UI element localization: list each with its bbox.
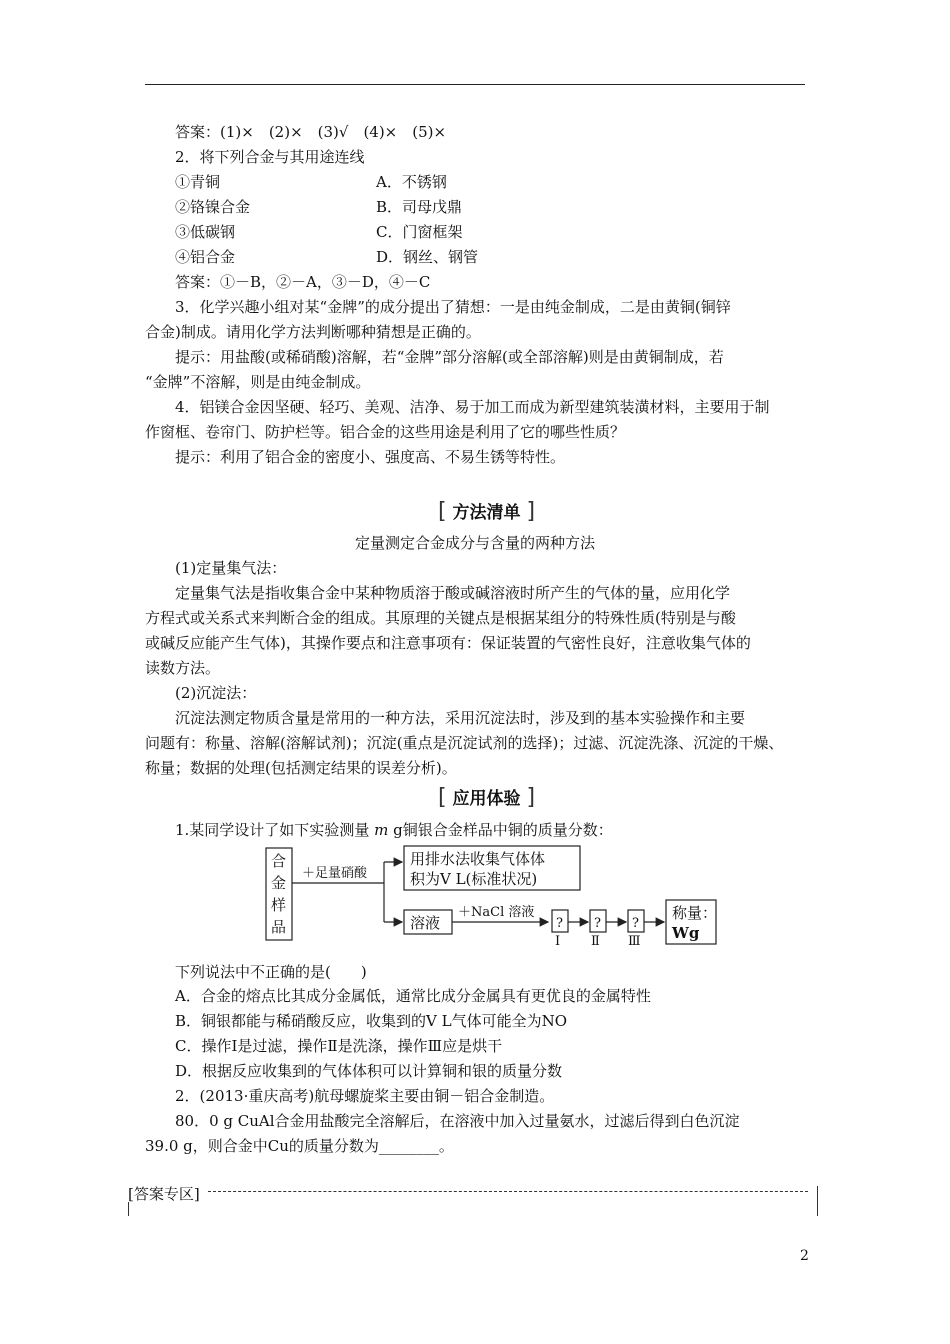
method-p2-line-2: 问题有：称量、溶解(溶解试剂)；沉淀(重点是沉淀试剂的选择)；过滤、沉淀洗涤、沉淀的干燥、 bbox=[145, 734, 784, 752]
gas-label-1: 用排水法收集气体体 bbox=[410, 850, 546, 868]
apply-q2-line-2: 80．0 g CuAl合金用盐酸完全溶解后，在溶液中加入过量氨水，过滤后得到白色沉淀 bbox=[175, 1112, 740, 1130]
option-b: B．铜银都能与稀硝酸反应，收集到的V L气体可能全为NO bbox=[175, 1012, 568, 1030]
apply-q2-line-1: 2．(2013·重庆高考)航母螺旋桨主要由铜－铝合金制造。 bbox=[175, 1087, 555, 1105]
q2-left-4: ④铝合金 bbox=[175, 248, 236, 266]
step1-q: ? bbox=[556, 916, 563, 931]
alloy-char-2: 金 bbox=[271, 874, 287, 892]
q3-stem-1: 3．化学兴趣小组对某“金牌”的成分提出了猜想：一是由纯金制成，二是由黄铜(铜锌 bbox=[175, 298, 731, 316]
q2-right-3: C．门窗框架 bbox=[376, 223, 463, 241]
method-p1-line-1: 定量集气法是指收集合金中某种物质溶于酸或碱溶液时所产生的气体的量，应用化学 bbox=[175, 584, 731, 602]
method-banner: [ 方法清单 ] bbox=[438, 499, 536, 524]
q1-answer: 答案：(1)× (2)× (3)√ (4)× (5)× bbox=[175, 123, 447, 141]
step2-label: Ⅱ bbox=[591, 934, 600, 946]
method-title: 定量测定合金成分与含量的两种方法 bbox=[354, 534, 595, 552]
q4-stem-1: 4．铝镁合金因坚硬、轻巧、美观、洁净、易于加工而成为新型建筑装潢材料，主要用于制 bbox=[175, 398, 770, 416]
nacl-label: ＋NaCl 溶液 bbox=[458, 905, 535, 920]
weigh-label-2: Wg bbox=[672, 924, 700, 942]
option-a: A．合金的熔点比其成分金属低，通常比成分金属具有更优良的金属特性 bbox=[175, 987, 651, 1005]
step1-label: Ⅰ bbox=[555, 934, 561, 946]
solution-label: 溶液 bbox=[410, 914, 441, 932]
q2-right-1: A．不锈钢 bbox=[376, 173, 447, 191]
page-number: 2 bbox=[800, 1248, 809, 1264]
q2-left-2: ②铬镍合金 bbox=[175, 198, 251, 216]
step2-q: ? bbox=[594, 916, 601, 931]
option-d: D．根据反应收集到的气体体积可以计算铜和银的质量分数 bbox=[175, 1062, 563, 1080]
answer-zone-label: [答案专区] bbox=[128, 1185, 200, 1203]
q3-hint-2: “金牌”不溶解，则是由纯金制成。 bbox=[145, 373, 371, 391]
method-p1-line-2: 方程式或关系式来判断合金的组成。其原理的关键点是根据某组分的特殊性质(特别是与酸 bbox=[145, 609, 736, 627]
option-c: C．操作Ⅰ是过滤，操作Ⅱ是洗涤，操作Ⅲ应是烘干 bbox=[175, 1037, 503, 1055]
alloy-char-4: 品 bbox=[271, 918, 287, 936]
step3-label: Ⅲ bbox=[628, 934, 641, 946]
method-p1-head: (1)定量集气法： bbox=[175, 559, 287, 577]
q2-left-1: ①青铜 bbox=[175, 173, 221, 191]
method-p2-line-1: 沉淀法测定物质含量是常用的一种方法，采用沉淀法时，涉及到的基本实验操作和主要 bbox=[175, 709, 746, 727]
reagent-label: ＋足量硝酸 bbox=[302, 866, 368, 881]
q2-left-3: ③低碳钢 bbox=[175, 223, 236, 241]
method-p1-line-3: 或碱反应能产生气体)，其操作要点和注意事项有：保证装置的气密性良好，注意收集气体的 bbox=[145, 634, 751, 652]
q4-hint: 提示：利用了铝合金的密度小、强度高、不易生锈等特性。 bbox=[175, 448, 566, 466]
q4-stem-2: 作窗框、卷帘门、防护栏等。铝合金的这些用途是利用了它的哪些性质？ bbox=[145, 423, 626, 441]
method-p1-line-4: 读数方法。 bbox=[145, 659, 221, 677]
apply-q1-ask: 下列说法中不正确的是( ) bbox=[175, 963, 367, 981]
q2-right-4: D．钢丝、钢管 bbox=[376, 248, 479, 266]
alloy-char-3: 样 bbox=[271, 896, 287, 914]
method-p2-head: (2)沉淀法： bbox=[175, 684, 257, 702]
answer-zone-dashed-line bbox=[208, 1191, 808, 1192]
weigh-label-1: 称量： bbox=[672, 904, 718, 922]
method-p2-line-3: 称量；数据的处理(包括测定结果的误差分析)。 bbox=[145, 759, 457, 777]
apply-banner: [ 应用体验 ] bbox=[438, 785, 536, 810]
experiment-flow-diagram bbox=[262, 844, 722, 946]
q3-hint-1: 提示：用盐酸(或稀硝酸)溶解，若“金牌”部分溶解(或全部溶解)则是由黄铜制成，若 bbox=[175, 348, 724, 366]
alloy-char-1: 合 bbox=[271, 852, 287, 870]
header-rule bbox=[145, 84, 805, 85]
step3-q: ? bbox=[632, 916, 639, 931]
q2-answer: 答案：①－B，②－A，③－D，④－C bbox=[175, 273, 431, 291]
apply-q2-line-3: 39.0 g，则合金中Cu的质量分数为________。 bbox=[145, 1137, 454, 1155]
q2-stem: 2．将下列合金与其用途连线 bbox=[175, 148, 365, 166]
q3-stem-2: 合金)制成。请用化学方法判断哪种猜想是正确的。 bbox=[145, 323, 481, 341]
answer-zone-right-bar bbox=[817, 1186, 818, 1216]
q2-right-2: B．司母戊鼎 bbox=[376, 198, 463, 216]
apply-q1-stem: 1.某同学设计了如下实验测量 m g铜银合金样品中铜的质量分数： bbox=[175, 821, 613, 839]
answer-zone-left-bar bbox=[128, 1202, 129, 1216]
gas-label-2: 积为V L(标准状况) bbox=[410, 870, 538, 888]
answer-zone bbox=[128, 1184, 818, 1216]
